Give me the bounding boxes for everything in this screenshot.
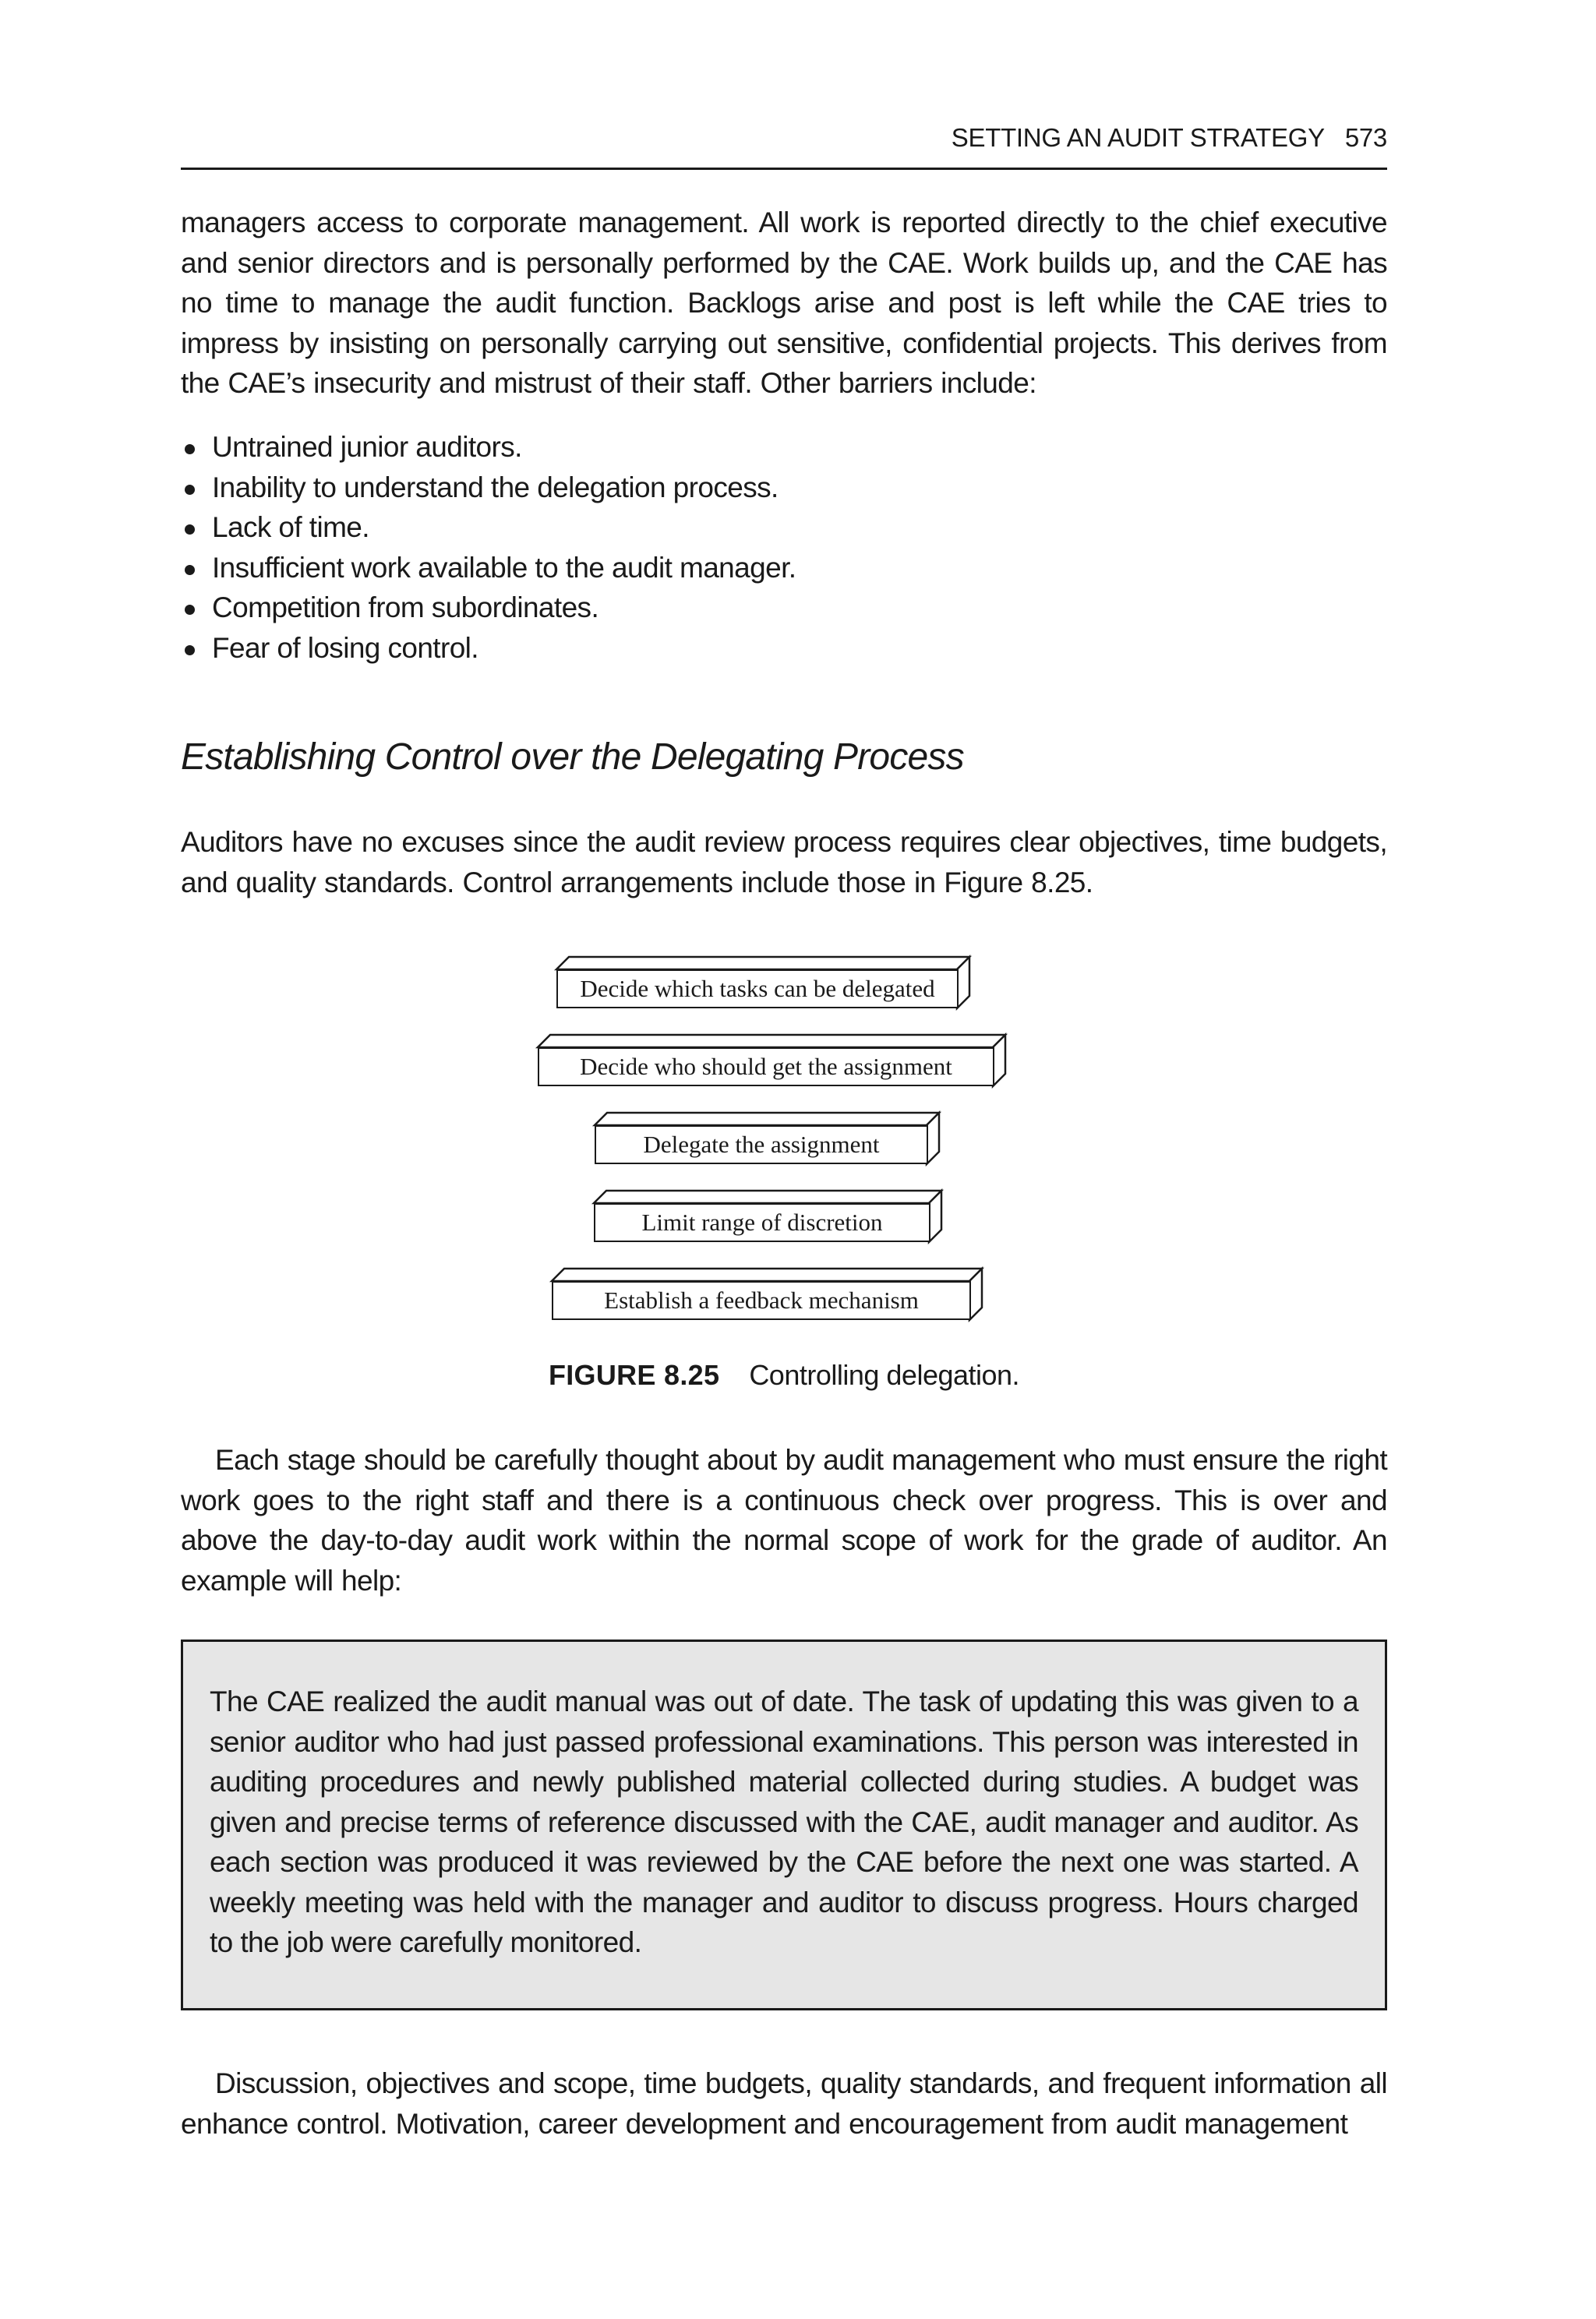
step-box: Limit range of discretion [594,1203,930,1242]
delegation-diagram [181,949,1387,1331]
paragraph-control-arrangements: Auditors have no excuses since the audit review process requires clear objectives, time budgets, and quality standards. Control arrangements include those in Figure 8.25. [181,826,1387,898]
running-header [181,123,1387,153]
step-box: Decide who should get the assignment [538,1047,994,1086]
box-3d-edge [538,1035,1005,1047]
list-item: Competition from subordinates. [181,588,1387,628]
section-heading: Establishing Control over the Delegating Process [181,736,964,778]
paragraph-discussion: Discussion, objectives and scope, time budgets, quality standards, and frequent information all enhance control. Motivation, career development and encouragement from audit management [181,2067,1387,2140]
paragraph-intro: managers access to corporate management. All work is reported directly to the chief executive and senior directors and is personally performed by the CAE. Work builds up, and the CAE has no time to manage the audit function. Backlogs arise and post is left while the CAE tries to impress by insisting on personally carrying out sensitive, confidential projects. This derives from the CAE’s insecurity and mistrust of their staff. Other barriers include: [181,206,1387,399]
barriers-list [181,427,1387,669]
list-item: Lack of time. [181,507,1387,548]
page-number: 573 [1344,123,1387,152]
paragraph-each-stage: Each stage should be carefully thought about by audit management who must ensure the right work goes to the right staff and there is a continuous check over progress. This is over and above the day-to-day audit work within the normal scope of work for the grade of auditor. An example will help: [181,1444,1387,1597]
box-3d-edge [552,1269,982,1281]
list-item: Insufficient work available to the audit manager. [181,548,1387,588]
running-title: SETTING AN AUDIT STRATEGY [951,123,1325,152]
step-box: Establish a feedback mechanism [552,1281,971,1320]
step-box: Decide which tasks can be delegated [556,969,959,1008]
figure-caption-text: Controlling delegation. [749,1359,1020,1391]
box-3d-edge [556,957,969,969]
example-text: The CAE realized the audit manual was out of date. The task of updating this was given to a senior auditor who had just passed professional examinations. This person was interested in auditing procedures and newly published material collected during studies. A budget was given and precise terms of reference discussed with the CAE, audit manager and auditor. As each section was produced it was reviewed by the CAE before the next one was started. A weekly meeting was held with the manager and auditor to discuss progress. Hours charged to the job were carefully monitored. [210,1685,1358,1958]
box-3d-edge [595,1113,939,1125]
example-box [181,1640,1387,2010]
header-rule [181,168,1387,170]
list-item: Fear of losing control. [181,628,1387,669]
step-box: Delegate the assignment [595,1125,928,1164]
list-item: Inability to understand the delegation process. [181,468,1387,508]
box-3d-edge [594,1191,941,1203]
figure-label: FIGURE 8.25 [548,1359,720,1391]
figure-caption [181,1359,1387,1392]
list-item: Untrained junior auditors. [181,427,1387,468]
